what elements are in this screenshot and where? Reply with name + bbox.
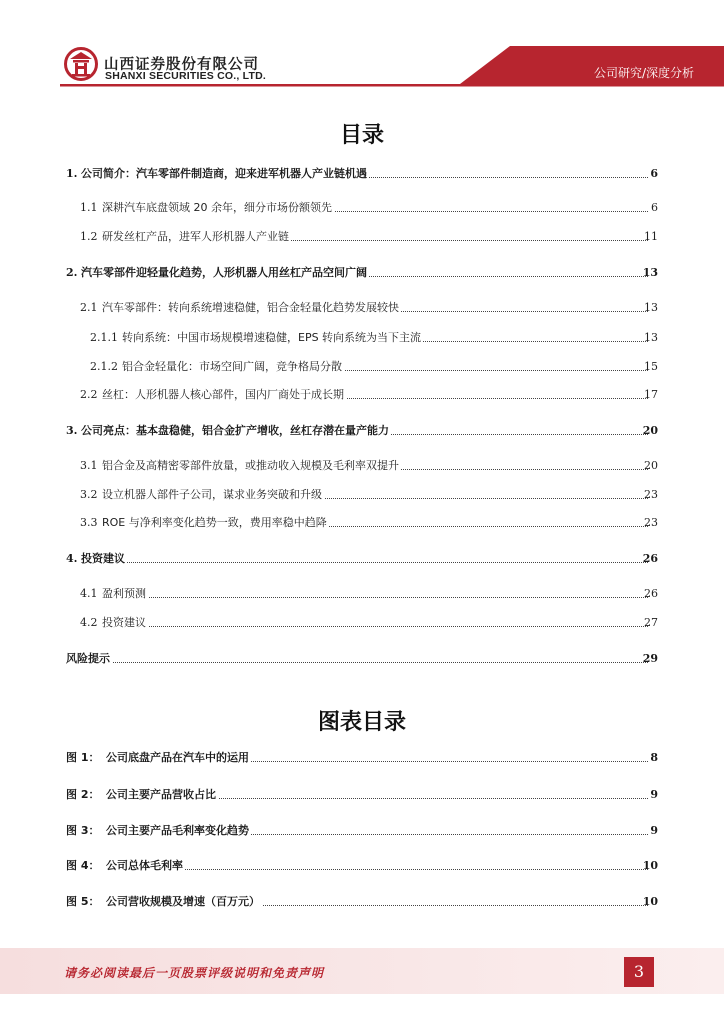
figure-entry[interactable]	[0, 749, 724, 767]
figure-entry-number: 图 3：	[66, 824, 100, 837]
toc-leader-dots	[100, 550, 648, 563]
toc-entry-page: 11	[644, 230, 658, 243]
toc-entry-page: 6	[650, 167, 658, 180]
header-banner	[0, 0, 724, 100]
toc-entry-number: 4.2	[80, 616, 98, 629]
toc-entry-text: 丝杠：人形机器人核心部件，国内厂商处于成长期	[102, 386, 346, 404]
toc-entry[interactable]	[0, 457, 724, 475]
toc-entry[interactable]	[0, 650, 724, 668]
company-logo-icon	[64, 47, 98, 81]
figure-entry[interactable]	[0, 893, 724, 911]
toc-entry-text: 设立机器人部件子公司，谋求业务突破和升级	[102, 486, 324, 504]
toc-entry[interactable]	[0, 514, 724, 532]
figure-entry-number: 图 1：	[66, 751, 100, 764]
page-header	[0, 0, 724, 100]
toc-entry-text: 转向系统：中国市场规模增速稳健，EPS 转向系统为当下主流	[122, 329, 423, 347]
toc-entry-number: 4.1	[80, 587, 98, 600]
toc-entry-number: 3.3	[80, 516, 98, 529]
toc-entry-page: 27	[644, 616, 658, 629]
toc-entry[interactable]	[0, 585, 724, 603]
report-type-label: 公司研究/深度分析	[593, 66, 694, 80]
toc-entry-text: 铝合金轻量化：市场空间广阔，竞争格局分散	[122, 358, 344, 376]
figure-entry-page: 10	[642, 859, 658, 872]
figure-entry[interactable]	[0, 786, 724, 804]
toc-leader-dots	[110, 585, 648, 598]
toc-title: 目录	[339, 123, 384, 148]
toc-entry-number: 3.1	[80, 459, 98, 472]
toc-entry-text: 研发丝杠产品，进军人形机器人产业链	[102, 228, 291, 246]
toc-leader-dots	[100, 650, 648, 663]
toc-entry-page: 23	[644, 516, 658, 529]
figure-entry-number: 图 4：	[66, 859, 100, 872]
figure-entry[interactable]	[0, 857, 724, 875]
toc-entry-text: 铝合金及高精密零部件放量，或推动收入规模及毛利率双提升	[102, 457, 401, 475]
toc-entry-number: 4.	[66, 552, 78, 565]
toc-entry-text: 公司简介：汽车零部件制造商，迎来进军机器人产业链机遇	[81, 165, 369, 183]
toc-entry[interactable]	[0, 264, 724, 282]
figure-entry-page: 10	[642, 895, 658, 908]
figure-leader-dots	[150, 786, 648, 799]
figure-entry[interactable]	[0, 822, 724, 840]
toc-entry-page: 20	[642, 424, 658, 437]
figure-entry-number: 图 2：	[66, 788, 100, 801]
toc-entry-page: 15	[644, 360, 658, 373]
figure-leader-dots	[150, 857, 648, 870]
toc-entry[interactable]	[0, 386, 724, 404]
toc-entry-page: 26	[642, 552, 658, 565]
toc-entry[interactable]	[0, 486, 724, 504]
toc-leader-dots	[110, 614, 648, 627]
toc-entry[interactable]	[0, 165, 724, 183]
toc-entry-text: ROE 与净利率变化趋势一致，费用率稳中趋降	[102, 514, 329, 532]
toc-entry-number: 3.2	[80, 488, 98, 501]
figure-entry-page: 9	[650, 824, 658, 837]
toc-entry-text: 投资建议	[81, 550, 127, 568]
toc-entry[interactable]	[0, 422, 724, 440]
toc-entry-text: 盈利预测	[102, 585, 148, 603]
toc-entry-text: 汽车零部件迎轻量化趋势，人形机器人用丝杠产品空间广阔	[81, 264, 369, 282]
figure-entry-text: 公司主要产品毛利率变化趋势	[106, 822, 251, 840]
toc-entry[interactable]	[0, 550, 724, 568]
toc-entry-text: 投资建议	[102, 614, 148, 632]
toc-entry[interactable]	[0, 228, 724, 246]
toc-entry-page: 13	[642, 266, 658, 279]
toc-entry-text: 公司亮点：基本盘稳健，铝合金扩产增收，丝杠存潜在量产能力	[81, 422, 391, 440]
toc-entry-text: 汽车零部件：转向系统增速稳健，铝合金轻量化趋势发展较快	[102, 299, 401, 317]
toc-entry-number: 2.	[66, 266, 78, 279]
figure-entry-number: 图 5：	[66, 895, 100, 908]
company-name-en: SHANXI SECURITIES CO., LTD.	[105, 70, 266, 82]
toc-entry-page: 20	[644, 459, 658, 472]
toc-entry-page: 6	[651, 201, 658, 214]
toc-entry[interactable]	[0, 329, 724, 347]
footer-disclaimer: 请务必阅读最后一页股票评级说明和免责声明	[64, 966, 325, 980]
toc-entry-page: 13	[644, 301, 658, 314]
toc-entry-page: 17	[644, 388, 658, 401]
figure-entry-text: 公司底盘产品在汽车中的运用	[106, 749, 251, 767]
figure-entry-page: 8	[650, 751, 658, 764]
company-name-cn: 山西证券股份有限公司	[104, 57, 259, 73]
toc-entry-number: 2.2	[80, 388, 98, 401]
figure-entry-text: 公司营收规模及增速（百万元）	[106, 893, 262, 911]
toc-entry-text: 风险提示	[66, 650, 112, 668]
toc-entry-page: 13	[644, 331, 658, 344]
toc-entry[interactable]	[0, 299, 724, 317]
figures-title: 图表目录	[317, 710, 406, 735]
toc-entry-number: 3.	[66, 424, 78, 437]
toc-entry-page: 23	[644, 488, 658, 501]
toc-entry-page: 29	[642, 652, 658, 665]
toc-entry-number: 1.2	[80, 230, 98, 243]
toc-entry[interactable]	[0, 199, 724, 217]
toc-entry-number: 1.	[66, 167, 78, 180]
toc-entry-number: 1.1	[80, 201, 98, 214]
figure-entry-text: 公司总体毛利率	[106, 857, 185, 875]
toc-entry[interactable]	[0, 358, 724, 376]
figure-entry-page: 9	[650, 788, 658, 801]
toc-entry-number: 2.1.1	[90, 331, 118, 344]
page-number: 3	[624, 957, 654, 987]
toc-entry-number: 2.1	[80, 301, 98, 314]
toc-entry-page: 26	[644, 587, 658, 600]
toc-entry[interactable]	[0, 614, 724, 632]
figure-entry-text: 公司主要产品营收占比	[106, 786, 218, 804]
toc-entry-number: 2.1.2	[90, 360, 118, 373]
toc-entry-text: 深耕汽车底盘领域 20 余年，细分市场份额领先	[102, 199, 334, 217]
